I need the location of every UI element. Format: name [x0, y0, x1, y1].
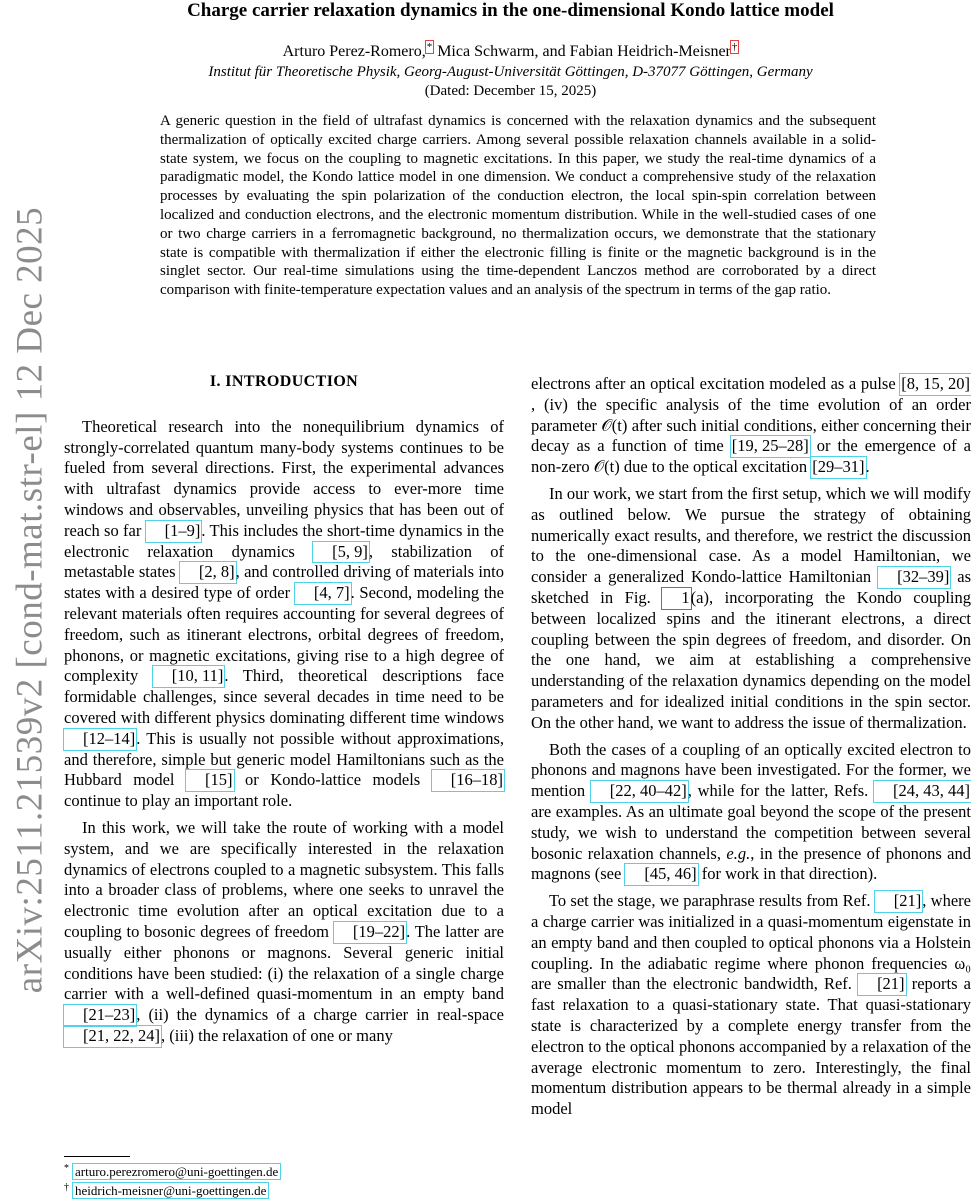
author-line [70, 42, 951, 62]
paragraph-text: are examples. As an ultimate goal beyond the scope of the present study, we wish to understand the competition between several bosonic relaxation channels, [531, 801, 971, 863]
paragraph-text: . [865, 457, 870, 477]
author-names: Mica Schwarm, and Fabian Heidrich-Meisner [433, 43, 731, 60]
author-name: Arturo Perez-Romero, [282, 43, 426, 60]
citation-link[interactable]: [24, 43, 44] [874, 781, 971, 802]
citation-link[interactable]: [22, 40–42] [591, 781, 688, 802]
citation-link[interactable]: [29–31] [812, 457, 865, 477]
paragraph-text: To set the stage, we paraphrase results from Ref. [549, 891, 875, 911]
citation-link[interactable]: [8, 15, 20] [901, 374, 970, 393]
citation-link[interactable]: [45, 46] [625, 864, 697, 885]
left-column [64, 372, 504, 1053]
paragraph [64, 417, 504, 812]
paragraph-text: . This is usually not possible without approximations, and therefore, simple but generic model Hamiltonians such as the Hubbard model [64, 728, 504, 790]
paragraph [531, 484, 971, 734]
paragraph-text: electrons after an optical excitation modeled as a pulse [531, 374, 901, 393]
citation-link[interactable]: [2, 8] [180, 562, 236, 583]
citation-link[interactable]: [15] [186, 770, 234, 791]
footnote-divider [64, 1156, 130, 1157]
abstract: A generic question in the field of ultrafast dynamics is concerned with the relaxation dynamics and the subsequent thermalization of optically excited charge carriers. Among several possible relaxation channels available in a solid-state system, we focus on the coupling to magnetic excitations. In this paper, we study the real-time dynamics of a paradigmatic model, the Kondo lattice model in one dimension. We conduct a comprehensive study of the relaxation processes by evaluating the spin polarization of the conduction electron, the local spin-spin correlation between localized and conduction electrons, and the electronic momentum distribution. While in the well-studied cases of one or two charge carriers in a ferromagnetic background, no thermalization occurs, we demonstrate that the stationary state is compatible with thermalization if either the electronic filling is finite or the magnetic background is in the singlet sector. Our real-time simulations using the time-dependent Lanczos method are corroborated by a direct comparison with finite-temperature expectation values and an analysis of the spectrum in terms of the gap ratio. [160, 113, 876, 299]
paragraph-text: In our work, we start from the first setup, which we will modify as outlined below. We pursue the strategy of obtaining numerically exact results, and therefore, we restrict the discussion to the one-dimensional case. As a model Hamiltonian, we consider a generalized Kondo-lattice Hamiltonian [531, 483, 971, 587]
paragraph [64, 818, 504, 1047]
footnote-link[interactable]: † [731, 40, 738, 53]
email-link[interactable]: heidrich-meisner@uni-goettingen.de [75, 1183, 267, 1198]
paragraph-text: , (iv) the specific analysis of the time evolution of an order parameter 𝒪(t) after such initial conditions, either concerning their decay as a function of time [531, 394, 971, 456]
arxiv-identifier-stamp: arXiv:2511.21539v2 [cond-mat.str-el] 12 Dec 2025 [9, 206, 51, 994]
citation-link[interactable]: [21] [858, 974, 906, 995]
paragraph-text: , in the presence of phonons and magnons (see [531, 843, 971, 884]
paragraph-text: (a), incorporating the Kondo coupling between localized spins and the itinerant electrons, a direct coupling between the spin degrees of freedom, and disorder. On the one hand, we aim at establishing a comprehensive understanding of the relaxation dynamics depending on the model parameters and for idealized initial conditions in the spin sector. On the other hand, we want to address the issue of thermalization. [531, 587, 971, 732]
footnote [64, 1162, 280, 1181]
paper-title: Charge carrier relaxation dynamics in the one-dimensional Kondo lattice model [187, 0, 834, 21]
paragraph-text: continue to play an important role. [64, 791, 293, 811]
paragraph-text: In this work, we will take the route of working with a model system, and we are specifically interested in the relaxation dynamics of electrons coupled to a magnetic subsystem. This falls into a broader class of problems, where one seeks to unravel the electronic time evolution after an optical excitation due to a coupling to bosonic degrees of freedom [64, 817, 504, 941]
citation-link[interactable]: [19–22] [334, 922, 406, 943]
paragraph-text: , (iii) the relaxation of one or many [161, 1025, 393, 1045]
paragraph-text: , while for the latter, Refs. [687, 781, 874, 801]
paragraph [531, 891, 971, 1120]
figure-link[interactable]: 1 [662, 588, 690, 609]
footnote-mark: * [64, 1162, 69, 1174]
citation-link[interactable]: [10, 11] [153, 666, 225, 687]
date-line: (Dated: December 15, 2025) [424, 83, 597, 99]
footnote-mark: † [64, 1181, 69, 1193]
paragraph-text: Both the cases of a coupling of an optically excited electron to phonons and magnons have been investigated. For the former, we mention [531, 739, 971, 801]
citation-link[interactable]: [5, 9] [313, 542, 369, 563]
paragraph-text: . Second, modeling the relevant materials often requires accounting for several degrees of freedom, such as itinerant electrons, orbital degrees of freedom, phonons, or magnetic excitations, giving rise to a high degree of complexity [64, 583, 504, 686]
paragraph-text: reports a fast relaxation to a quasi-stationary state. That quasi-stationary state is characterized by a complete energy transfer from the electron to the optical phonons accompanied by a relaxation of the average electronic momentum to zero. Interestingly, the final momentum distribution appears to be thermal already in a simple model [531, 974, 971, 1119]
section-heading: I. INTRODUCTION [209, 373, 359, 390]
paragraph-text: as sketched in Fig. [531, 567, 971, 607]
email-link[interactable]: arturo.perezromero@uni-goettingen.de [75, 1164, 279, 1179]
citation-link[interactable]: [4, 7] [295, 583, 351, 604]
paragraph-text: Theoretical research into the nonequilibrium dynamics of strongly-correlated quantum many-body systems continues to be fueled from several directions. First, the experimental advances with ultrafast dynamics provide access to ever-more time windows and observables, unveiling physics that has been out of reach so far [64, 416, 504, 540]
paragraph-text: . Third, theoretical descriptions face formidable challenges, since several decades in time need to be covered with different physics dominating different time windows [64, 666, 505, 727]
citation-link[interactable]: [1–9] [146, 521, 202, 542]
footnotes [64, 1162, 280, 1200]
paragraph-text: or the emergence of a non-zero 𝒪(t) due to the optical excitation [531, 436, 971, 477]
italic-text: e.g. [726, 843, 751, 863]
footnote-link[interactable]: * [426, 40, 433, 53]
paragraph-text: , (ii) the dynamics of a charge carrier in real-space [136, 1005, 504, 1025]
citation-link[interactable]: [32–39] [878, 567, 950, 588]
paragraph [531, 740, 971, 886]
paragraph-text: or Kondo-lattice models [233, 770, 432, 790]
right-column [531, 374, 971, 1126]
paragraph [531, 374, 971, 478]
citation-link[interactable]: [19, 25–28] [731, 436, 809, 456]
paragraph-text: . This includes the short-time dynamics in the electronic relaxation dynamics [64, 520, 504, 561]
paragraph-text: . The latter are usually either phonons or magnons. Several generic initial conditions have been studied: (i) the relaxation of a single charge carrier with a well-defined quasi-momentum in an empty band [64, 921, 504, 1004]
citation-link[interactable]: [12–14] [64, 729, 136, 750]
citation-link[interactable]: [21] [875, 891, 923, 912]
paragraph-text: , and controlled driving of materials into states with a desired type of order [64, 562, 504, 603]
citation-link[interactable]: [21–23] [64, 1005, 136, 1026]
footnote [64, 1181, 280, 1200]
affiliation: Institut für Theoretische Physik, Georg-August-Universität Göttingen, D-37077 Göttingen, Germany [208, 64, 813, 80]
paragraph-text: for work in that direction). [697, 864, 878, 884]
paragraph-text: , stabilization of metastable states [64, 541, 504, 582]
paragraph-text: , where a charge carrier was initialized in a quasi-momentum eigenstate in an empty band and then coupled to optical phonons via a Holstein coupling. In the adiabatic regime where phonon frequencies ω₀ are smaller than the electronic bandwidth, Ref. [531, 891, 971, 994]
citation-link[interactable]: [16–18] [432, 770, 504, 791]
citation-link[interactable]: [21, 22, 24] [64, 1026, 161, 1047]
